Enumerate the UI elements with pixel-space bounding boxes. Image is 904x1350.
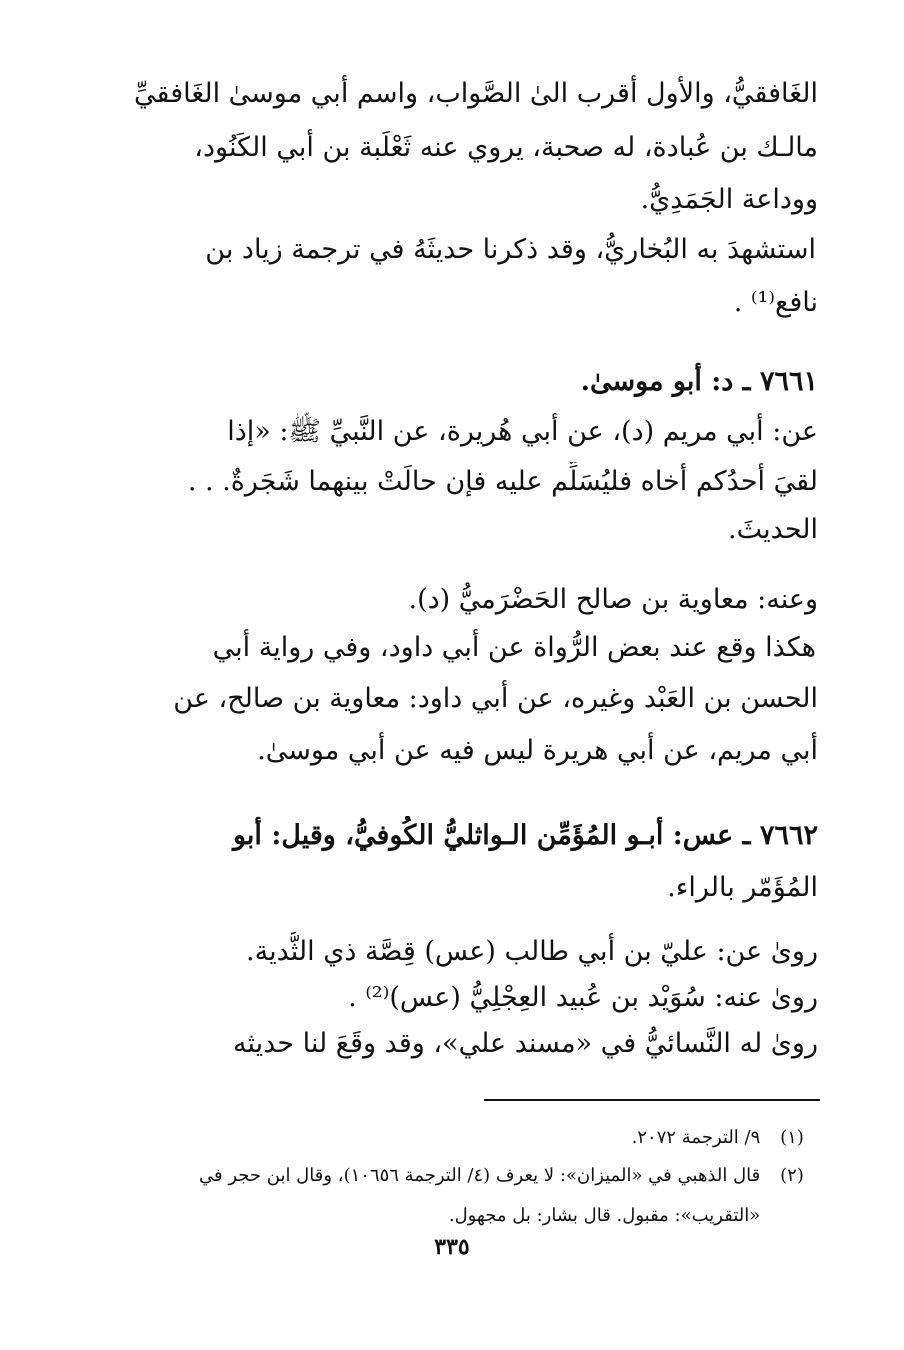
footnote-text: قال الذهبي في «الميزان»: لا يعرف (٤/ الترجمة ١٠٦٥٦)، وقال ابن حجر في	[199, 1165, 761, 1186]
text-line: الغَافقيُّ، والأول أقرب الىٰ الصَّواب، واسم أبي موسىٰ الغَافقيِّ	[134, 78, 818, 109]
text-line: أبي مريم، عن أبي هريرة ليس فيه عن أبي موسىٰ.	[257, 735, 818, 766]
text-line: ووداعة الجَمَدِيُّ.	[640, 184, 818, 215]
page-number: ٣٣٥	[434, 1234, 470, 1260]
text-line: نافع⁽¹⁾ .	[733, 287, 818, 318]
text-line: استشهدَ به البُخاريُّ، وقد ذكرنا حديثَهُ في ترجمة زياد بن	[205, 234, 816, 265]
footnote-text: «التقريب»: مقبول. قال بشار: بل مجهول.	[448, 1205, 761, 1226]
text-line: عن: أبي مريم (د)، عن أبي هُريرة، عن النَّبيِّ ﷺ: «إذا	[227, 416, 818, 447]
footnote-2-continued	[88, 1202, 818, 1232]
text-line: الحسن بن العَبْد وغيره، عن أبي داود: معاوية بن صالح، عن	[173, 683, 818, 714]
footnote-separator	[484, 1099, 820, 1101]
footnote-number: (١)	[780, 1127, 804, 1148]
text-line: مالـك بن عُبادة، له صحبة، يروي عنه ثَعْلَبة بن أبي الكَنُود،	[194, 132, 818, 163]
text-line: روىٰ عن: عليّ بن أبي طالب (عس) قِصَّة ذي الثُّدية.	[246, 936, 818, 967]
text-line: هكذا وقع عند بعض الرُّواة عن أبي داود، وفي رواية أبي	[212, 632, 816, 663]
text-line: روىٰ له النَّسائيُّ في «مسند علي»، وقد وقَعَ لنا حديثه	[233, 1028, 818, 1059]
text-line: وعنه: معاوية بن صالح الحَضْرَميُّ (د).	[408, 584, 818, 615]
text-line: الحديثَ.	[728, 514, 818, 545]
text-line: المُؤَمّر بالراء.	[667, 872, 818, 903]
text-line: لقيَ أحدُكم أخاه فليُسَلِّم عليه فإن حالَتْ بينهما شَجَرةٌ. . .	[187, 466, 818, 497]
footnote-2	[88, 1162, 818, 1192]
footnote-text: ٩/ الترجمة ٢٠٧٢.	[631, 1127, 761, 1148]
footnote-number: (٢)	[780, 1165, 804, 1186]
entry-heading-7662: ٧٦٦٢ ـ عس: أبـو المُؤَمِّن الـواثليُّ الكُوفيُّ، وقيل: أبو	[232, 820, 818, 851]
text-line: روىٰ عنه: سُوَيْد بن عُبيد العِجْلِيُّ (عس)⁽²⁾ .	[348, 982, 818, 1013]
footnote-1	[88, 1124, 818, 1154]
entry-heading-7661: ٧٦٦١ ـ د: أبو موسىٰ.	[580, 366, 818, 397]
